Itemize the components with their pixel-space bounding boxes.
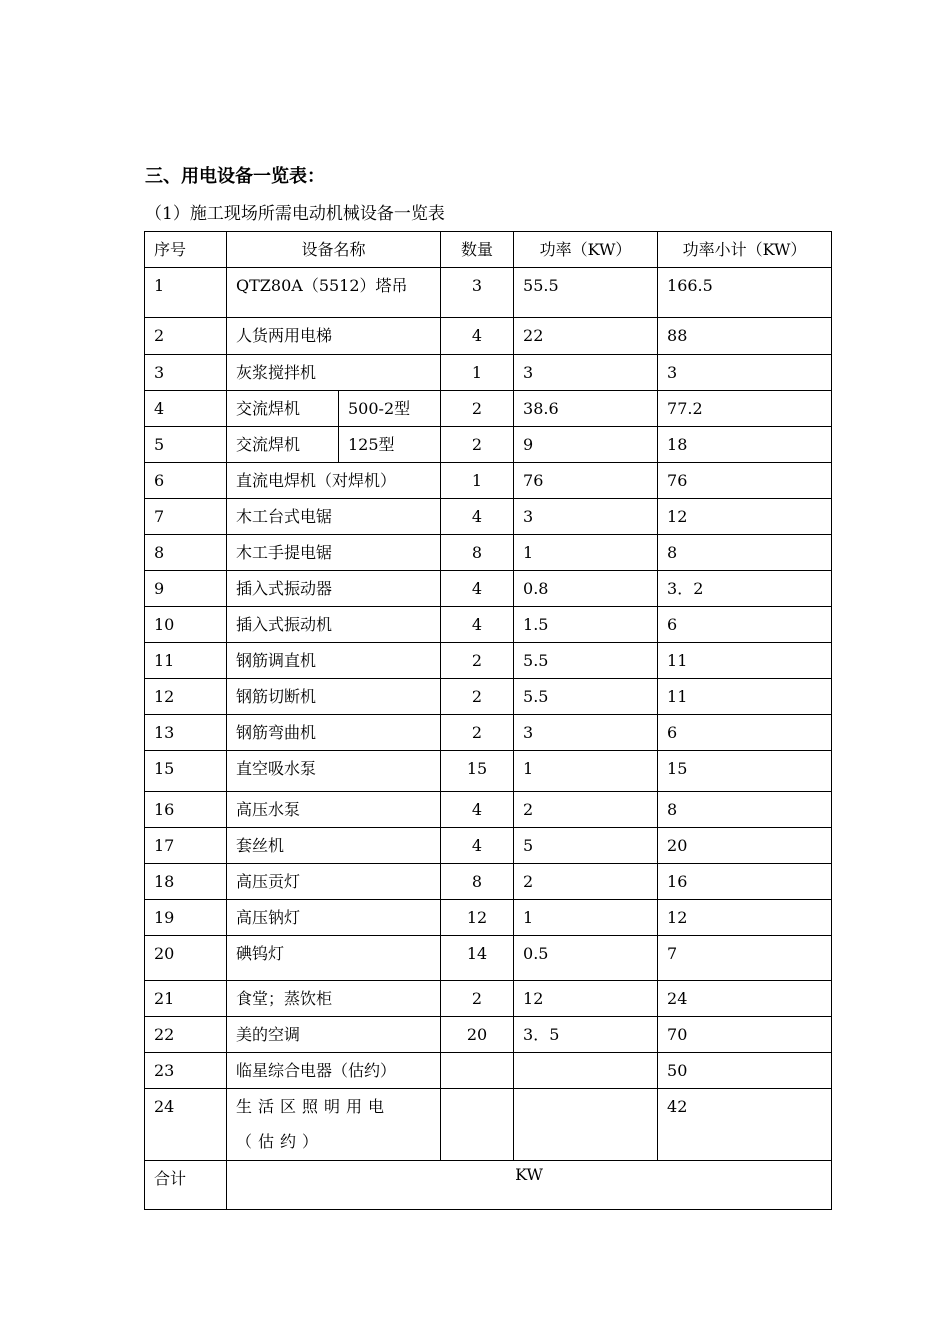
cell-qty: 1 [441, 355, 514, 391]
cell-power: 38.6 [514, 391, 658, 427]
cell-name: 木工手提电锯 [227, 535, 441, 571]
cell-no: 4 [145, 391, 227, 427]
cell-power: 3 [514, 499, 658, 535]
cell-qty: 2 [441, 427, 514, 463]
table-row [145, 864, 832, 900]
cell-qty: 8 [441, 864, 514, 900]
table-row [145, 499, 832, 535]
cell-name: 高压水泵 [227, 792, 441, 828]
table-row [145, 936, 832, 981]
cell-subtotal: 24 [658, 981, 832, 1017]
table-row [145, 679, 832, 715]
table-row [145, 355, 832, 391]
total-row [145, 1161, 832, 1210]
cell-qty: 4 [441, 318, 514, 355]
cell-power: 2 [514, 792, 658, 828]
table-row [145, 792, 832, 828]
cell-power: 9 [514, 427, 658, 463]
cell-no: 1 [145, 268, 227, 318]
cell-qty: 20 [441, 1017, 514, 1053]
cell-no: 16 [145, 792, 227, 828]
cell-no: 11 [145, 643, 227, 679]
cell-no: 13 [145, 715, 227, 751]
cell-name: 交流焊机 [227, 391, 339, 427]
cell-power: 1 [514, 535, 658, 571]
cell-name: 临星综合电器（估约） [227, 1053, 441, 1089]
cell-subtotal: 42 [658, 1089, 832, 1161]
cell-power: 0.5 [514, 936, 658, 981]
cell-name: 食堂；蒸饮柜 [227, 981, 441, 1017]
cell-power: 12 [514, 981, 658, 1017]
table-row [145, 715, 832, 751]
cell-subtotal: 20 [658, 828, 832, 864]
table-row [145, 535, 832, 571]
cell-power: 5.5 [514, 679, 658, 715]
cell-subtotal: 12 [658, 900, 832, 936]
cell-name: 高压钠灯 [227, 900, 441, 936]
cell-subtotal: 18 [658, 427, 832, 463]
cell-no: 15 [145, 751, 227, 792]
equipment-table [144, 231, 832, 1210]
table-row [145, 268, 832, 318]
cell-no: 23 [145, 1053, 227, 1089]
cell-subtotal: 16 [658, 864, 832, 900]
cell-name: 人货两用电梯 [227, 318, 441, 355]
cell-no: 18 [145, 864, 227, 900]
table-row [145, 1089, 832, 1161]
table-row [145, 571, 832, 607]
cell-name: 高压贡灯 [227, 864, 441, 900]
table-caption: （1）施工现场所需电动机械设备一览表 [145, 204, 445, 224]
cell-power: 5 [514, 828, 658, 864]
header-power: 功率（KW） [514, 232, 658, 268]
cell-no: 9 [145, 571, 227, 607]
cell-power [514, 1053, 658, 1089]
table-row [145, 463, 832, 499]
cell-qty: 2 [441, 679, 514, 715]
cell-power: 22 [514, 318, 658, 355]
cell-no: 22 [145, 1017, 227, 1053]
cell-name: 灰浆搅拌机 [227, 355, 441, 391]
cell-qty: 2 [441, 981, 514, 1017]
cell-name: 生活区照明用电（估约） [227, 1089, 441, 1161]
cell-no: 24 [145, 1089, 227, 1161]
cell-power: 1.5 [514, 607, 658, 643]
cell-power: 55.5 [514, 268, 658, 318]
cell-subtotal: 7 [658, 936, 832, 981]
cell-no: 10 [145, 607, 227, 643]
cell-qty: 4 [441, 499, 514, 535]
cell-qty: 4 [441, 792, 514, 828]
cell-subtotal: 3 [658, 355, 832, 391]
cell-name: 插入式振动器 [227, 571, 441, 607]
table-row [145, 391, 832, 427]
cell-name: 套丝机 [227, 828, 441, 864]
header-qty: 数量 [441, 232, 514, 268]
cell-subtotal: 76 [658, 463, 832, 499]
cell-subtotal: 77.2 [658, 391, 832, 427]
cell-no: 2 [145, 318, 227, 355]
cell-no: 20 [145, 936, 227, 981]
cell-subtotal: 88 [658, 318, 832, 355]
cell-model: 500-2型 [339, 391, 441, 427]
cell-power: 3 [514, 355, 658, 391]
cell-subtotal: 6 [658, 715, 832, 751]
cell-qty: 3 [441, 268, 514, 318]
cell-subtotal: 166.5 [658, 268, 832, 318]
section-heading: 三、用电设备一览表： [145, 166, 325, 187]
cell-power: 5.5 [514, 643, 658, 679]
cell-qty: 2 [441, 715, 514, 751]
cell-qty: 15 [441, 751, 514, 792]
cell-power [514, 1089, 658, 1161]
cell-subtotal: 3．2 [658, 571, 832, 607]
cell-power: 0.8 [514, 571, 658, 607]
table-row [145, 1017, 832, 1053]
cell-name: 钢筋弯曲机 [227, 715, 441, 751]
table-row [145, 981, 832, 1017]
cell-no: 19 [145, 900, 227, 936]
cell-subtotal: 11 [658, 643, 832, 679]
cell-subtotal: 6 [658, 607, 832, 643]
cell-qty [441, 1089, 514, 1161]
cell-name: 美的空调 [227, 1017, 441, 1053]
cell-qty: 4 [441, 828, 514, 864]
cell-no: 5 [145, 427, 227, 463]
cell-model: 125型 [339, 427, 441, 463]
cell-subtotal: 11 [658, 679, 832, 715]
cell-subtotal: 70 [658, 1017, 832, 1053]
cell-name: QTZ80A（5512）塔吊 [227, 268, 441, 318]
cell-no: 12 [145, 679, 227, 715]
cell-no: 6 [145, 463, 227, 499]
cell-subtotal: 8 [658, 535, 832, 571]
header-no: 序号 [145, 232, 227, 268]
cell-power: 3 [514, 715, 658, 751]
header-subtotal: 功率小计（KW） [658, 232, 832, 268]
cell-power: 1 [514, 751, 658, 792]
cell-name: 直流电焊机（对焊机） [227, 463, 441, 499]
table-row [145, 607, 832, 643]
table-row [145, 427, 832, 463]
cell-name: 碘钨灯 [227, 936, 441, 981]
cell-no: 21 [145, 981, 227, 1017]
table-row [145, 828, 832, 864]
cell-no: 17 [145, 828, 227, 864]
cell-name: 直空吸水泵 [227, 751, 441, 792]
table-row [145, 643, 832, 679]
cell-no: 8 [145, 535, 227, 571]
header-name: 设备名称 [227, 232, 441, 268]
cell-qty: 12 [441, 900, 514, 936]
cell-no: 3 [145, 355, 227, 391]
cell-subtotal: 12 [658, 499, 832, 535]
table-row [145, 751, 832, 792]
cell-qty: 8 [441, 535, 514, 571]
cell-qty: 14 [441, 936, 514, 981]
cell-qty: 1 [441, 463, 514, 499]
cell-qty [441, 1053, 514, 1089]
cell-qty: 2 [441, 391, 514, 427]
table-row [145, 318, 832, 355]
cell-name: 交流焊机 [227, 427, 339, 463]
cell-qty: 2 [441, 643, 514, 679]
cell-power: 3．5 [514, 1017, 658, 1053]
cell-subtotal: 8 [658, 792, 832, 828]
cell-qty: 4 [441, 607, 514, 643]
table-row [145, 1053, 832, 1089]
cell-qty: 4 [441, 571, 514, 607]
cell-power: 1 [514, 900, 658, 936]
table-row [145, 900, 832, 936]
total-value: KW [227, 1161, 832, 1210]
cell-power: 76 [514, 463, 658, 499]
table-header-row [145, 232, 832, 268]
cell-name: 插入式振动机 [227, 607, 441, 643]
cell-power: 2 [514, 864, 658, 900]
cell-name: 木工台式电锯 [227, 499, 441, 535]
cell-name: 钢筋调直机 [227, 643, 441, 679]
cell-subtotal: 15 [658, 751, 832, 792]
total-label: 合计 [145, 1161, 227, 1210]
cell-name: 钢筋切断机 [227, 679, 441, 715]
cell-subtotal: 50 [658, 1053, 832, 1089]
cell-no: 7 [145, 499, 227, 535]
